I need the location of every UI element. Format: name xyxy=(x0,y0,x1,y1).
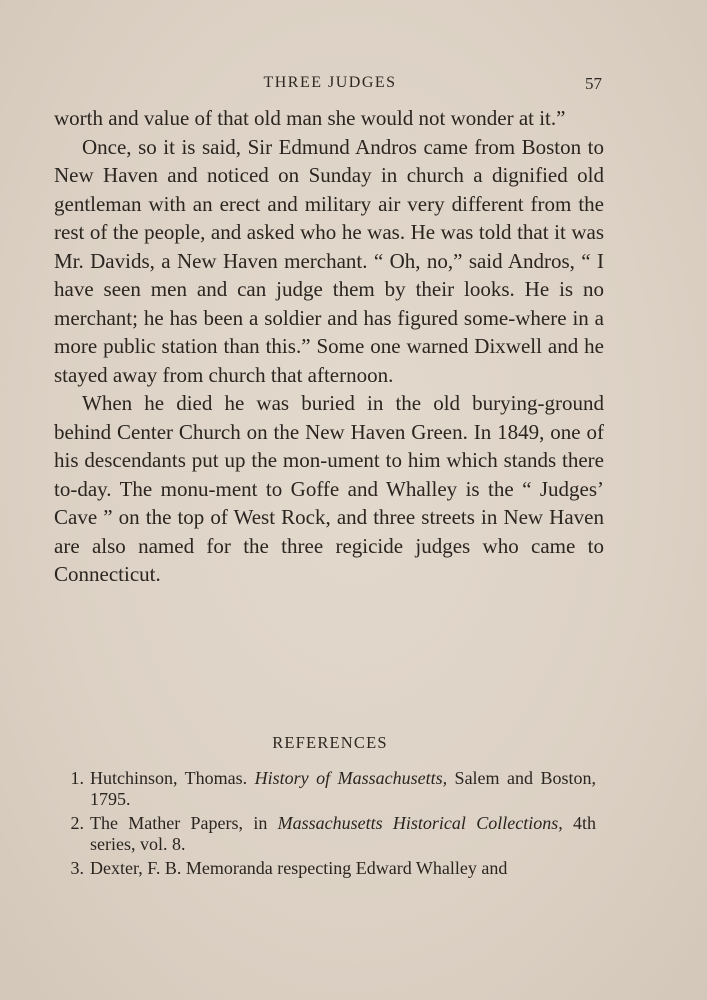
reference-text: The Mather Papers, in xyxy=(90,813,278,833)
running-title: THREE JUDGES xyxy=(263,74,397,91)
reference-number: 2. xyxy=(70,813,84,833)
reference-title: History of Massachusetts, xyxy=(254,768,448,788)
reference-number: 1. xyxy=(70,768,84,788)
paragraph-andros: Once, so it is said, Sir Edmund Andros came from Boston to New Haven and noticed on Sunday in church a dignified old gentleman with an erect and military air very different from the rest of the people, and asked who he was. He was told that it was Mr. Davids, a New Haven merchant. “ Oh, no,” said Andros, “ I have seen men and can judge them by their looks. He is no merchant; he has been a soldier and has figured some-where in a more public station than this.” Some one warned Dixwell and he stayed away from church that afternoon. xyxy=(54,134,604,387)
reference-text: 4th series, vol. 8. xyxy=(90,813,596,854)
reference-item xyxy=(56,813,596,855)
reference-item xyxy=(56,768,596,810)
reference-text: Dexter, F. B. Memoranda respecting Edward Whalley and xyxy=(90,858,508,878)
references-heading: REFERENCES xyxy=(272,733,388,752)
reference-number: 3. xyxy=(70,858,84,878)
reference-item xyxy=(56,858,596,879)
reference-title: Massachusetts Historical Collections, xyxy=(277,813,563,833)
reference-text: Hutchinson, Thomas. xyxy=(90,768,255,788)
body-text xyxy=(54,104,604,589)
page-header xyxy=(56,74,604,98)
page-number: 57 xyxy=(585,74,602,93)
paragraph-burial: When he died he was buried in the old burying-ground behind Center Church on the New Haven Green. In 1849, one of his descendants put up the mon-ument to him which stands there to-day. The monu-ment to Goffe and Whalley is the “ Judges’ Cave ” on the top of West Rock, and three streets in New Haven are also named for the three regicide judges who came to Connecticut. xyxy=(54,391,604,586)
paragraph-continuation: worth and value of that old man she would not wonder at it.” xyxy=(54,106,566,130)
reference-text: Salem and Boston, 1795. xyxy=(90,768,596,809)
references-list xyxy=(56,768,596,882)
